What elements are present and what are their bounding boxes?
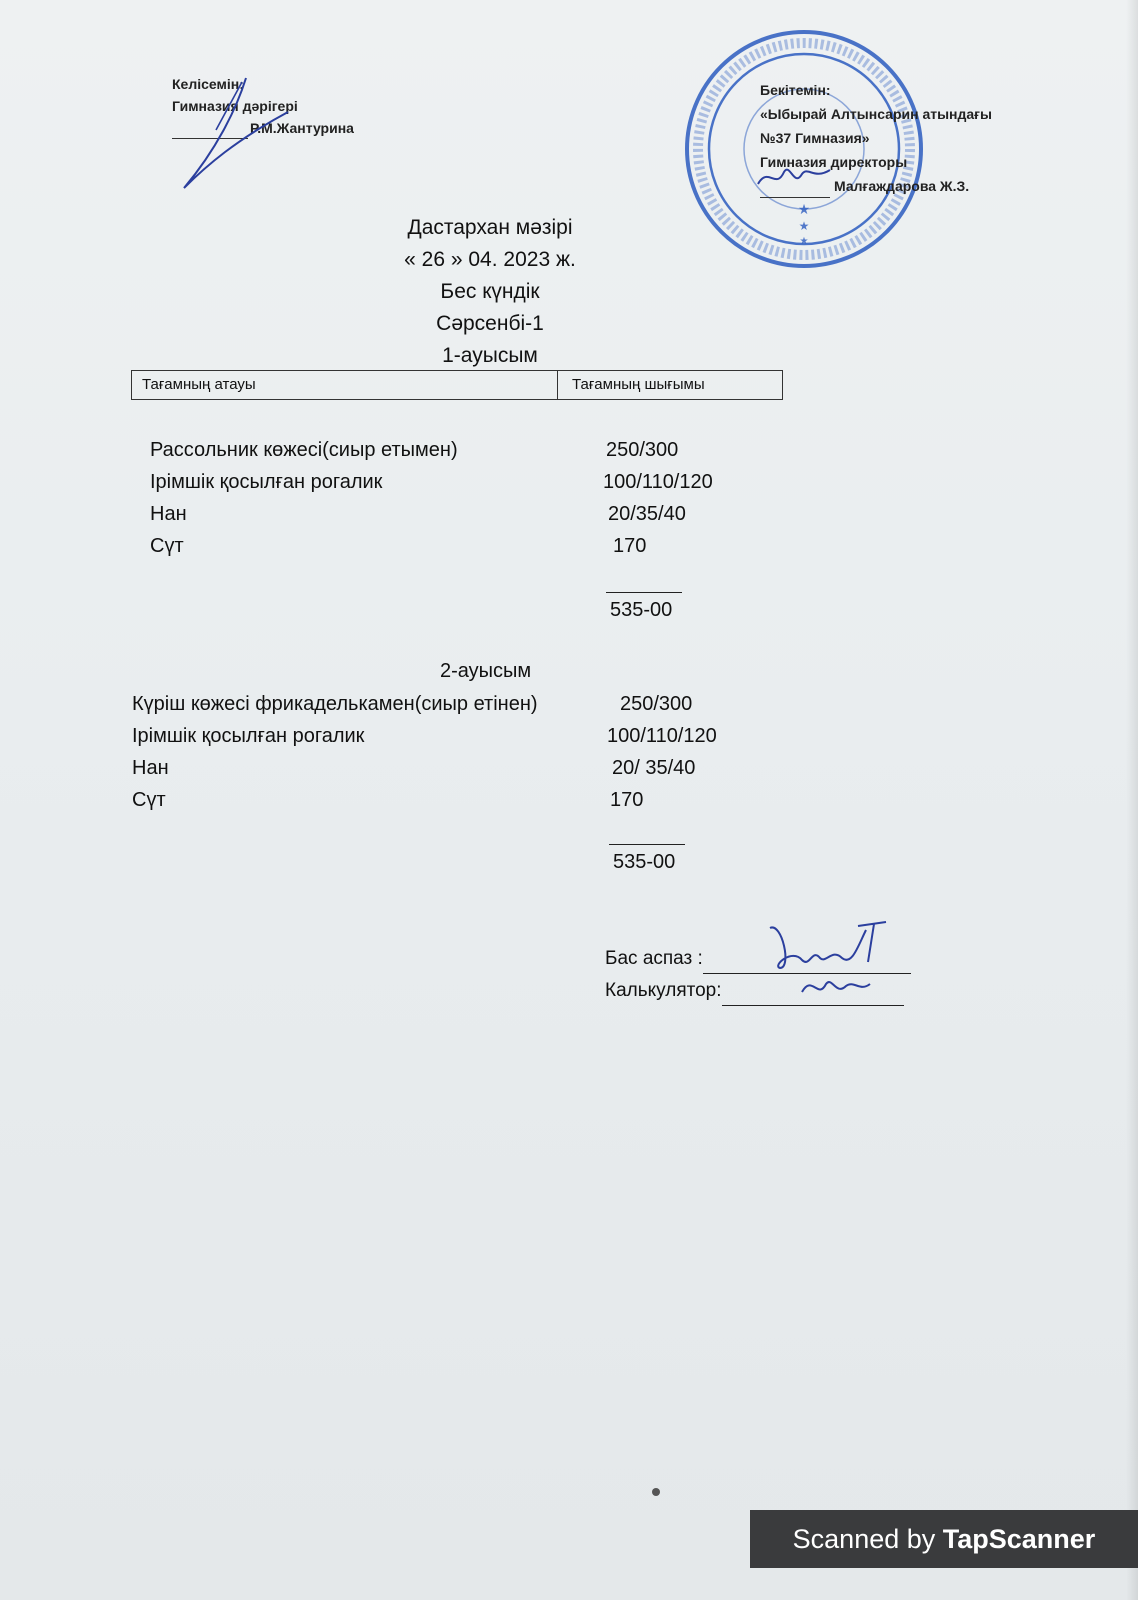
list-item: Сүт	[132, 789, 166, 811]
item-yield: 250/300	[620, 693, 693, 715]
doctor-signature	[176, 70, 296, 200]
menu-period: Бес күндік	[440, 280, 540, 303]
agreement-role: Гимназия дәрігері	[172, 98, 298, 114]
shift2-total: 535-00	[613, 851, 676, 873]
item-yield: 20/35/40	[608, 503, 686, 525]
director-title: Гимназия директоры	[760, 154, 908, 170]
menu-heading	[300, 212, 680, 372]
item-yield: 100/110/120	[603, 471, 713, 493]
school-number: №37 Гимназия»	[760, 130, 870, 146]
item-yield: 170	[613, 535, 647, 557]
svg-text:★: ★	[799, 236, 809, 247]
svg-text:★: ★	[797, 202, 811, 218]
agreement-label: Келісемін:	[172, 76, 244, 92]
total-divider	[606, 592, 682, 593]
table-header	[131, 370, 783, 400]
total-divider	[609, 844, 685, 845]
svg-text:★: ★	[798, 219, 810, 233]
column-header-yield: Тағамның шығымы	[572, 376, 705, 393]
list-item: Рассольник көжесі(сиыр етымен)	[150, 439, 458, 461]
column-header-dish: Тағамның атауы	[132, 371, 558, 399]
chef-label: Бас аспаз :	[605, 948, 703, 969]
school-name: «Ыбырай Алтынсарин атындағы	[760, 106, 992, 122]
item-yield: 100/110/120	[607, 725, 717, 747]
menu-title: Дастархан мәзірі	[407, 216, 573, 239]
calculator-label: Калькулятор:	[605, 980, 722, 1001]
item-yield: 250/300	[606, 439, 679, 461]
menu-date: « 26 » 04. 2023 ж.	[404, 248, 576, 271]
shift2-label: 2-ауысым	[440, 660, 532, 682]
list-item: Нан	[132, 757, 169, 779]
item-yield: 20/ 35/40	[612, 757, 696, 779]
shift1-total: 535-00	[610, 599, 673, 621]
calculator-signature	[796, 970, 876, 1004]
signature-line	[760, 197, 830, 198]
watermark-prefix: Scanned by	[792, 1524, 943, 1554]
shift1-label: 1-ауысым	[442, 344, 538, 367]
watermark-brand: TapScanner	[942, 1524, 1096, 1554]
page-mark	[652, 1488, 660, 1496]
agreement-name: Р.М.Жантурина	[250, 120, 354, 136]
list-item: Күріш көжесі фрикаделькамен(сиыр етінен)	[132, 693, 538, 715]
item-yield: 170	[610, 789, 644, 811]
list-item: Сүт	[150, 535, 184, 557]
scanner-watermark	[750, 1510, 1138, 1568]
director-signature	[754, 160, 834, 196]
list-item: Ірімшік қосылған рогалик	[150, 471, 383, 493]
list-item: Нан	[150, 503, 187, 525]
list-item: Ірімшік қосылған рогалик	[132, 725, 365, 747]
approval-label: Бекітемін:	[760, 82, 831, 98]
menu-day: Сәрсенбі-1	[436, 312, 544, 335]
director-name: Малғаждарова Ж.З.	[834, 178, 970, 194]
chef-signature	[762, 918, 892, 978]
